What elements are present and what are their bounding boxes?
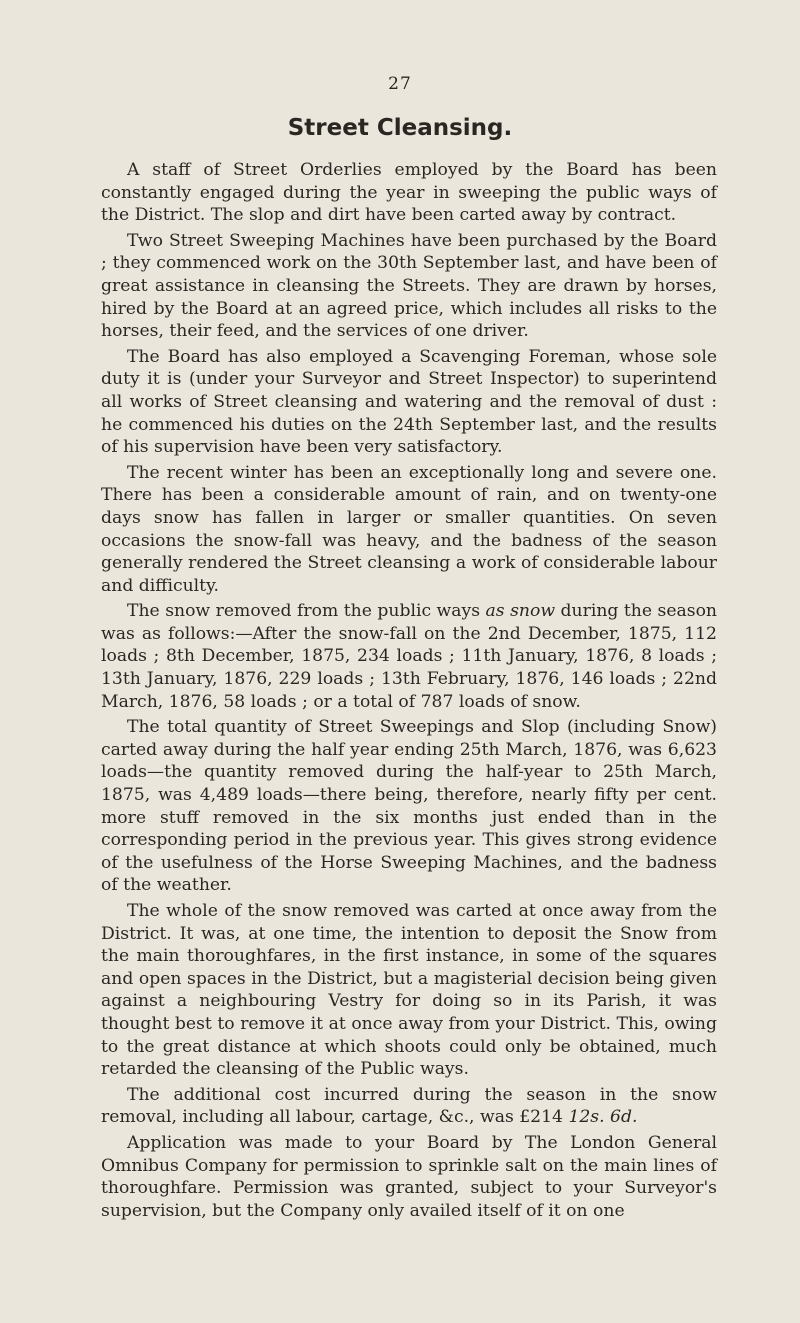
paragraph-sweeping-machines: Two Street Sweeping Machines have been purchased by the Board ; they commenced work on the 30th September last, and have been of great assistance in cleansing the Streets. They are drawn by horses, hired by the Board at an agreed price, which includes all risks to the horses, their feed, and the services of one driver. [101, 230, 717, 342]
paragraph-snow-removed-end: during the season was as follows:—After the snow-fall on the 2nd December, 1875, 112 loads ; 8th December, 1875, 234 loads ; 11th January, 1876, 8 loads ; 13th January, 1876, 229 loads ; 13th February, 1876, 146 loads ; 22nd March, 1876, 58 loads ; or a total of 787 loads of snow. [101, 601, 718, 712]
paragraph-snow-carted: The whole of the snow removed was carted at once away from the District. It was, at one time, the intention to deposit the Snow from the main thoroughfares, in the first instance, in some of the squares and open spaces in the District, but a magisterial decision being given against a neighbouring Vestry for doing so in its Parish, it was thought best to remove it at once away from your District. This, owing to the great distance at which shoots could only be obtained, much retarded the cleansing of the Public ways. [101, 901, 717, 1080]
paragraph-total-quantity: The total quantity of Street Sweepings and Slop (including Snow) carted away during the half year ending 25th March, 1876, was 6,623 loads—the quantity removed during the half-year to 25th March, 1875, was 4,489 loads—there being, therefore, nearly fifty per cent. more stuff removed in the six months just ended than in the corresponding period in the previous year. This gives strong evidence of the usefulness of the Horse Sweeping Machines, and the badness of the weather. [101, 717, 717, 896]
paragraph-scavenging-foreman: The Board has also employed a Scavenging Foreman, whose sole duty it is (under your Surveyor and Street Inspector) to superintend all works of Street cleansing and watering and the removal of dust : he commenced his duties on the 24th September last, and the results of his supervision have been very satisfactory. [101, 346, 717, 458]
paragraph-snow-removed [101, 600, 717, 713]
body-text [101, 159, 717, 1225]
paragraph-winter: The recent winter has been an exceptionally long and severe one. There has been a considerable amount of rain, and on twenty-one days snow has fallen in larger or smaller quantities. On seven occasions the snow-fall was heavy, and the badness of the season generally rendered the Street cleansing a work of considerable labour and difficulty. [101, 462, 717, 596]
paragraph-snow-removed-italic: as snow [485, 601, 556, 622]
section-title: Street Cleansing. [287, 115, 513, 141]
paragraph-additional-cost [101, 1084, 717, 1129]
page-number: 27 [388, 74, 412, 94]
paragraph-omnibus-salt: Application was made to your Board by The London General Omnibus Company for permission to sprinkle salt on the main lines of thoroughfare. Permission was granted, subject to your Surveyor's supervision, but the Company only availed itself of it on one [101, 1132, 717, 1221]
paragraph-snow-removed-start: The snow removed from the public ways [127, 601, 486, 622]
paragraph-additional-cost-italic: 12s. 6d. [568, 1107, 638, 1128]
paragraph-additional-cost-start: The additional cost incurred during the season in the snow removal, including all labour, cartage, &c., was £214 [101, 1084, 717, 1128]
paragraph-street-orderlies: A staff of Street Orderlies employed by the Board has been constantly engaged during the year in sweeping the public ways of the District. The slop and dirt have been carted away by contract. [101, 160, 717, 226]
